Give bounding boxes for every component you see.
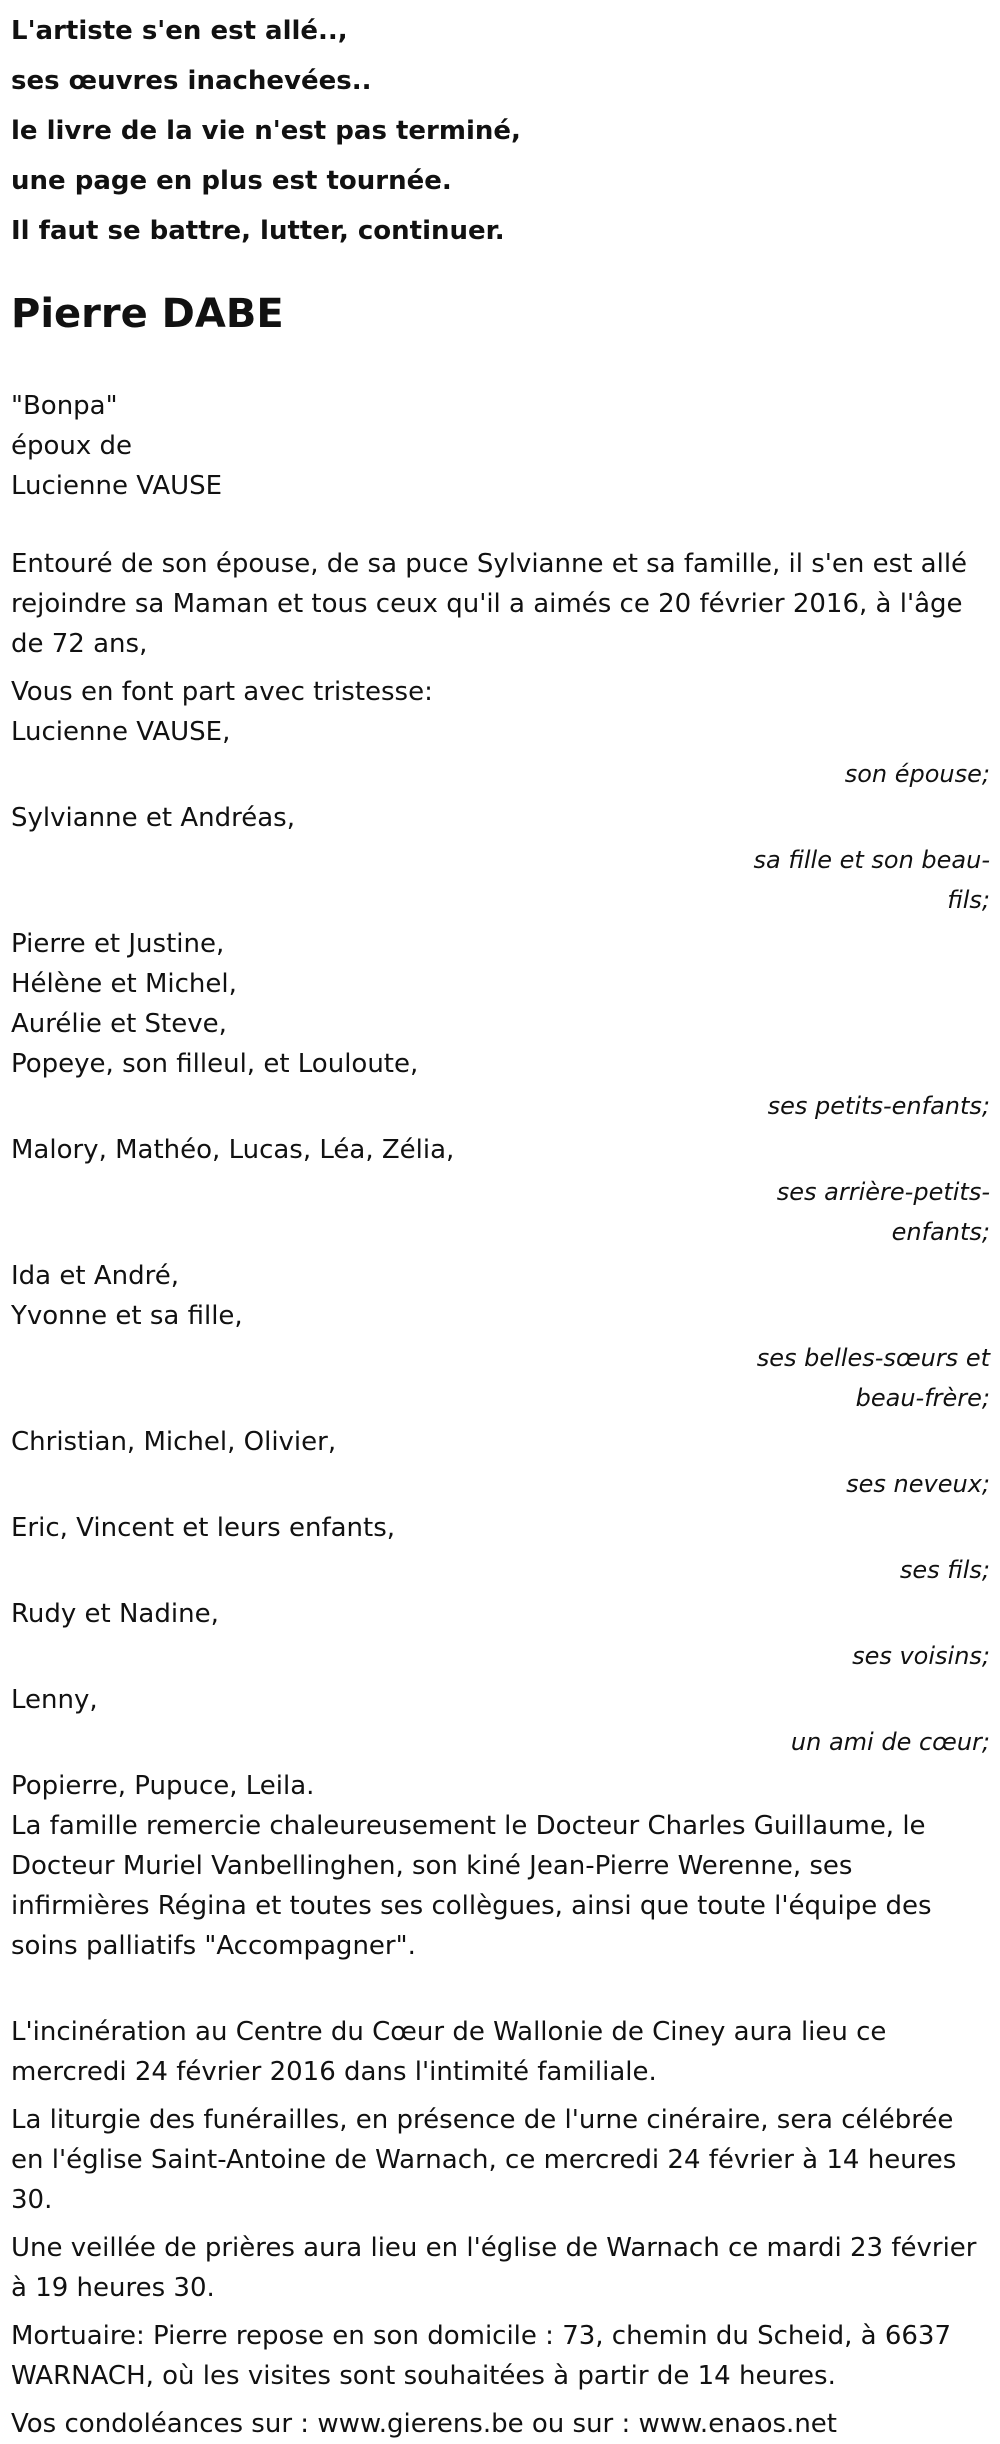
mortuary-paragraph: Mortuaire: Pierre repose en son domicile : 73, chemin du Scheid, à 6637 WARNACH, où les visites sont souhaitées à partir de 14 heures. — [11, 2321, 952, 2391]
family-member-names: Eric, Vincent et leurs enfants, — [11, 1513, 396, 1543]
family-group — [11, 1256, 990, 1418]
family-relation — [11, 1172, 990, 1252]
family-relation — [11, 1550, 990, 1590]
family-relation — [11, 1086, 990, 1126]
poem-line: une page en plus est tournée. — [11, 166, 452, 196]
notice-lead: Vous en font part avec tristesse: — [11, 677, 433, 707]
family-relation — [11, 840, 990, 920]
thanks-paragraph: La famille remercie chaleureusement le Docteur Charles Guillaume, le Docteur Muriel Vanbellinghen, son kiné Jean-Pierre Werenne, ses infirmières Régina et toutes ses collègues, ainsi que toute l'équipe des soins palliatifs "Accompagner". — [11, 1811, 932, 1961]
spouse-line: époux de — [11, 431, 133, 461]
vigil-paragraph: Une veillée de prières aura lieu en l'église de Warnach ce mardi 23 février à 19 heures 30. — [11, 2233, 977, 2303]
family-relation-text: sa fille et son beau-fils; — [753, 846, 990, 914]
poem-line: ses œuvres inachevées.. — [11, 66, 372, 96]
family-list — [11, 712, 990, 1762]
poem-line: L'artiste s'en est allé.., — [11, 16, 348, 46]
family-group — [11, 1508, 990, 1590]
closing-names: Popierre, Pupuce, Leila. — [11, 1771, 315, 1801]
family-relation — [11, 1338, 990, 1418]
family-relation-text: son épouse; — [844, 760, 990, 788]
family-relation — [11, 754, 990, 794]
family-relation-text: ses belles-sœurs et beau-frère; — [756, 1344, 990, 1412]
condolences-line: Vos condoléances sur : www.gierens.be ou sur : www.enaos.net — [11, 2409, 837, 2439]
family-relation-text: un ami de cœur; — [790, 1728, 990, 1756]
family-member-names: Sylvianne et Andréas, — [11, 803, 295, 833]
family-member-names: Yvonne et sa fille, — [11, 1301, 243, 1331]
poem-line: le livre de la vie n'est pas terminé, — [11, 116, 521, 146]
nickname: "Bonpa" — [11, 391, 118, 421]
family-member-names: Popeye, son filleul, et Louloute, — [11, 1049, 419, 1079]
family-group — [11, 1594, 990, 1676]
family-relation-text: ses petits-enfants; — [767, 1092, 990, 1120]
deceased-name: Pierre DABE — [11, 291, 284, 337]
family-member-names: Christian, Michel, Olivier, — [11, 1427, 337, 1457]
family-group — [11, 798, 990, 920]
poem — [11, 0, 990, 256]
family-relation — [11, 1636, 990, 1676]
family-member-names: Hélène et Michel, — [11, 969, 237, 999]
family-relation — [11, 1464, 990, 1504]
family-group — [11, 924, 990, 1126]
family-member-names: Ida et André, — [11, 1261, 179, 1291]
family-member-names: Aurélie et Steve, — [11, 1009, 227, 1039]
family-relation-text: ses neveux; — [846, 1470, 990, 1498]
family-member-names: Lenny, — [11, 1685, 98, 1715]
spouse-name: Lucienne VAUSE — [11, 471, 223, 501]
liturgy-paragraph: La liturgie des funérailles, en présence de l'urne cinéraire, sera célébrée en l'église Saint-Antoine de Warnach, ce mercredi 24 février à 14 heures 30. — [11, 2105, 957, 2215]
cremation-paragraph: L'incinération au Centre du Cœur de Wallonie de Ciney aura lieu ce mercredi 24 février 2016 dans l'intimité familiale. — [11, 2017, 887, 2087]
intro-paragraph: Entouré de son épouse, de sa puce Sylvianne et sa famille, il s'en est allé rejoindre sa Maman et tous ceux qu'il a aimés ce 20 février 2016, à l'âge de 72 ans, — [11, 549, 968, 659]
poem-line: Il faut se battre, lutter, continuer. — [11, 216, 505, 246]
family-member-names: Pierre et Justine, — [11, 929, 225, 959]
family-member-names: Lucienne VAUSE, — [11, 717, 231, 747]
family-member-names: Rudy et Nadine, — [11, 1599, 219, 1629]
family-group — [11, 1680, 990, 1762]
family-member-names: Malory, Mathéo, Lucas, Léa, Zélia, — [11, 1135, 455, 1165]
family-relation-text: ses voisins; — [852, 1642, 990, 1670]
family-group — [11, 1422, 990, 1504]
family-relation — [11, 1722, 990, 1762]
deceased-details — [11, 386, 990, 506]
family-relation-text: ses fils; — [899, 1556, 990, 1584]
family-relation-text: ses arrière-petits-enfants; — [776, 1178, 990, 1246]
family-group — [11, 1130, 990, 1252]
family-group — [11, 712, 990, 794]
